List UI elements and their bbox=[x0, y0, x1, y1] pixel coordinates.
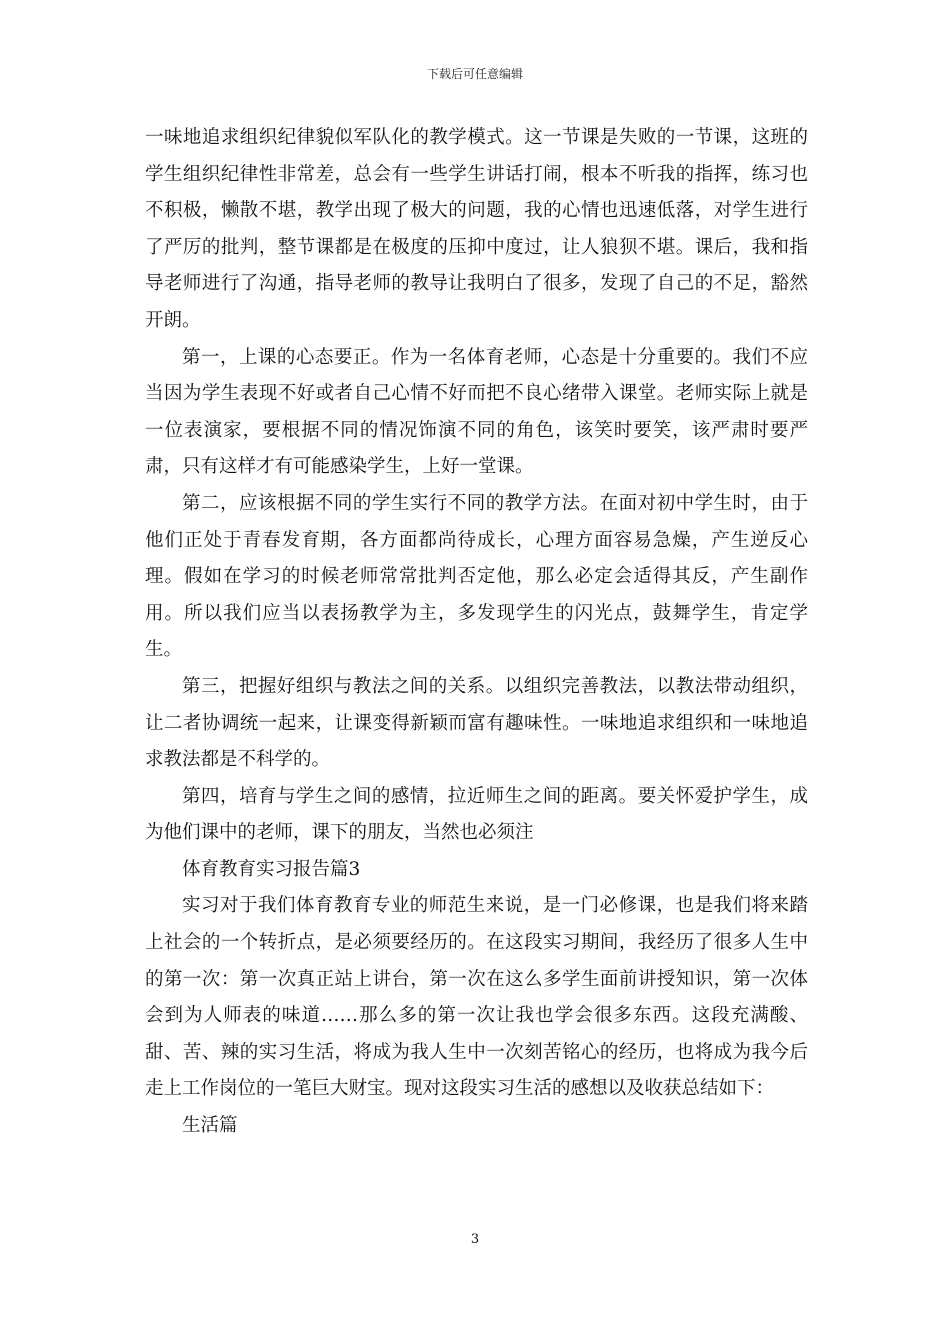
paragraph-point-one: 第一，上课的心态要正。作为一名体育老师，心态是十分重要的。我们不应当因为学生表现不好或者自己心情不好而把不良心绪带入课堂。老师实际上就是一位表演家，要根据不同的情况饰演不同的角色，该笑时要笑，该严肃时要严肃，只有这样才有可能感染学生，上好一堂课。 bbox=[145, 346, 808, 478]
paragraph-point-two: 第二，应该根据不同的学生实行不同的教学方法。在面对初中学生时，由于他们正处于青春发育期，各方面都尚待成长，心理方面容易急燥，产生逆反心理。假如在学习的时候老师常常批判否定他，那么必定会适得其反，产生副作用。所以我们应当以表扬教学为主，多发现学生的闪光点，鼓舞学生，肯定学生。 bbox=[145, 492, 808, 661]
subsection-heading-life: 生活篇 bbox=[182, 1115, 238, 1137]
paragraph-report-3-intro: 实习对于我们体育教育专业的师范生来说，是一门必修课，也是我们将来踏上社会的一个转折点，是必须要经历的。在这段实习期间，我经历了很多人生中的第一次：第一次真正站上讲台，第一次在这么多学生面前讲授知识，第一次体会到为人师表的味道……那么多的第一次让我也学会很多东西。这段充满酸、甜、苦、辣的实习生活，将成为我人生中一次刻苦铭心的经历，也将成为我今后走上工作岗位的一笔巨大财宝。现对这段实习生活的感想以及收获总结如下： bbox=[145, 895, 808, 1100]
document-body bbox=[145, 120, 808, 1145]
section-heading-report-3: 体育教育实习报告篇3 bbox=[182, 858, 361, 880]
page-number: 3 bbox=[470, 1232, 480, 1247]
page-header: 下载后可任意编辑 bbox=[426, 67, 523, 81]
paragraph-point-three: 第三，把握好组织与教法之间的关系。以组织完善教法，以教法带动组织，让二者协调统一起来，让课变得新颖而富有趣味性。一味地追求组织和一味地追求教法都是不科学的。 bbox=[145, 675, 808, 771]
paragraph-continuation: 一味地追求组织纪律貌似军队化的教学模式。这一节课是失败的一节课，这班的学生组织纪律性非常差，总会有一些学生讲话打闹，根本不听我的指挥，练习也不积极，懒散不堪，教学出现了极大的问题，我的心情也迅速低落，对学生进行了严厉的批判，整节课都是在极度的压抑中度过，让人狼狈不堪。课后，我和指导老师进行了沟通，指导老师的教导让我明白了很多，发现了自己的不足，豁然开朗。 bbox=[145, 127, 808, 331]
paragraph-point-four: 第四，培育与学生之间的感情，拉近师生之间的距离。要关怀爱护学生，成为他们课中的老师，课下的朋友，当然也必须注 bbox=[145, 785, 808, 844]
